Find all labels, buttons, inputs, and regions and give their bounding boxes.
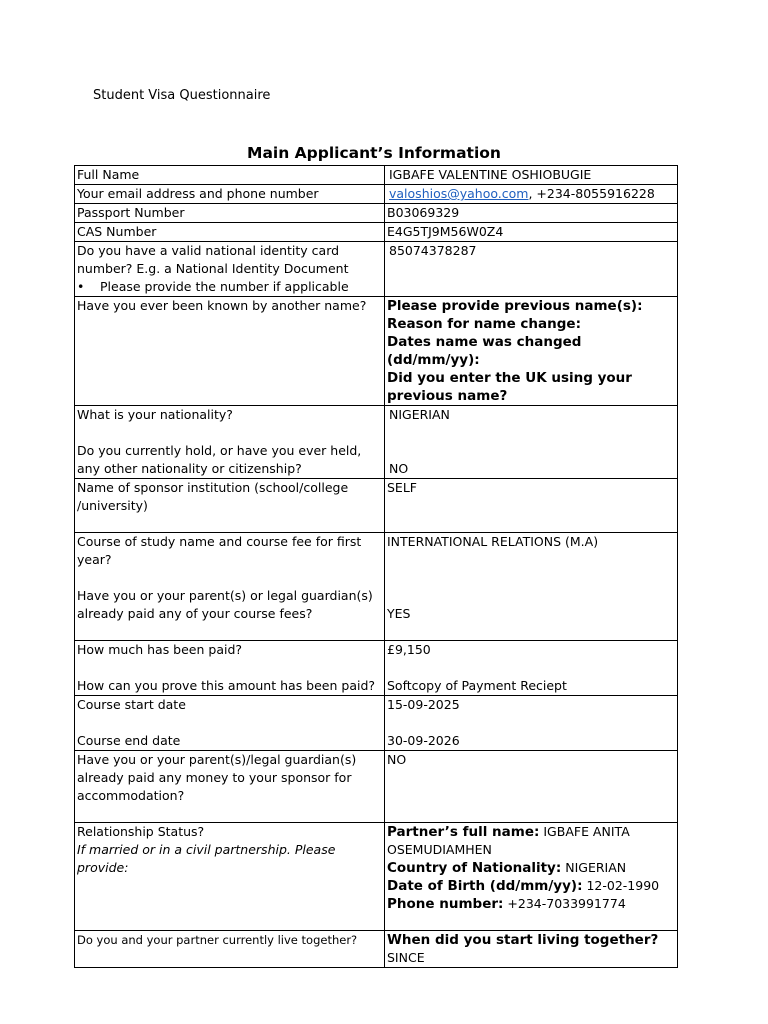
table-row (75, 223, 678, 242)
answer-cell (385, 297, 678, 406)
answer-text: NO (389, 461, 409, 476)
answer-text: INTERNATIONAL RELATIONS (M.A) (387, 534, 599, 549)
prompt-dates: Dates name was changed (dd/mm/yy): (387, 334, 582, 368)
applicant-info-table (74, 165, 678, 968)
question-cell (75, 242, 385, 297)
question-cell: Have you or your parent(s)/legal guardian(s) already paid any money to your sponsor for accommodation? (75, 751, 385, 823)
answer-text: NIGERIAN (389, 407, 450, 422)
question-cell (75, 641, 385, 696)
cohabitation-value: SINCE (387, 950, 425, 965)
answer-text: 30-09-2026 (387, 733, 460, 748)
answer-cell (385, 533, 678, 641)
question-text: Relationship Status? (77, 824, 205, 839)
answer-text: 15-09-2025 (387, 697, 460, 712)
partner-name-value: IGBAFE ANITA OSEMUDIAMHEN (387, 824, 630, 857)
country-label: Country of Nationality: (387, 860, 562, 876)
dob-value: 12-02-1990 (586, 878, 660, 893)
table-row (75, 641, 678, 696)
table-row (75, 751, 678, 823)
prompt-uk-entry: Did you enter the UK using your previous name? (387, 370, 632, 404)
bullet-instruction: • Please provide the number if applicable (77, 278, 382, 296)
answer-cell (385, 696, 678, 751)
answer-cell: B03069329 (385, 204, 678, 223)
table-row (75, 406, 678, 479)
email-link[interactable]: valoshios@yahoo.com (389, 186, 529, 201)
answer-cell (385, 931, 678, 968)
document-title: Student Visa Questionnaire (93, 88, 271, 103)
answer-cell (385, 641, 678, 696)
cohabitation-label: When did you start living together? (387, 932, 659, 948)
table-row (75, 242, 678, 297)
table-row (75, 297, 678, 406)
question-text: Course end date (77, 733, 181, 748)
phone-text: , +234-8055916228 (528, 186, 655, 201)
table-row (75, 185, 678, 204)
answer-cell (385, 406, 678, 479)
table-row (75, 533, 678, 641)
question-cell: CAS Number (75, 223, 385, 242)
question-text: Do you have a valid national identity card number? E.g. a National Identity Document (77, 243, 349, 276)
question-text: How can you prove this amount has been paid? (77, 678, 376, 693)
partner-phone-label: Phone number: (387, 896, 504, 912)
question-note: If married or in a civil partnership. Please provide: (77, 842, 336, 875)
question-cell: Do you and your partner currently live together? (75, 931, 385, 968)
question-text: How much has been paid? (77, 642, 243, 657)
question-text: What is your nationality? (77, 407, 233, 422)
table-row (75, 204, 678, 223)
prompt-previous-names: Please provide previous name(s): (387, 298, 643, 314)
question-text: Course of study name and course fee for first year? (77, 534, 362, 567)
answer-cell: NO (385, 751, 678, 823)
question-cell (75, 696, 385, 751)
question-text: Do you currently hold, or have you ever held, any other nationality or citizenship? (77, 443, 362, 476)
country-value: NIGERIAN (565, 860, 627, 875)
table-row (75, 931, 678, 968)
question-cell: Full Name (75, 166, 385, 185)
prompt-reason: Reason for name change: (387, 316, 581, 332)
partner-phone-value: +234-7033991774 (507, 896, 626, 911)
question-cell: Name of sponsor institution (school/college /university) (75, 479, 385, 533)
question-text: Course start date (77, 697, 186, 712)
answer-cell: 85074378287 (385, 242, 678, 297)
answer-cell: IGBAFE VALENTINE OSHIOBUGIE (385, 166, 678, 185)
answer-text: YES (387, 606, 411, 621)
section-heading: Main Applicant’s Information (247, 144, 501, 162)
question-cell: Have you ever been known by another name? (75, 297, 385, 406)
question-cell (75, 533, 385, 641)
table-row (75, 479, 678, 533)
answer-cell: SELF (385, 479, 678, 533)
dob-label: Date of Birth (dd/mm/yy): (387, 878, 583, 894)
question-text: Have you or your parent(s) or legal guardian(s) already paid any of your course fees? (77, 588, 373, 621)
question-cell: Passport Number (75, 204, 385, 223)
answer-text: £9,150 (387, 642, 431, 657)
answer-text: Softcopy of Payment Reciept (387, 678, 567, 693)
question-cell: Your email address and phone number (75, 185, 385, 204)
partner-name-label: Partner’s full name: (387, 824, 540, 840)
question-cell (75, 406, 385, 479)
answer-cell: E4G5TJ9M56W0Z4 (385, 223, 678, 242)
answer-cell (385, 823, 678, 931)
table-row (75, 823, 678, 931)
answer-cell (385, 185, 678, 204)
table-row (75, 166, 678, 185)
question-cell (75, 823, 385, 931)
table-row (75, 696, 678, 751)
